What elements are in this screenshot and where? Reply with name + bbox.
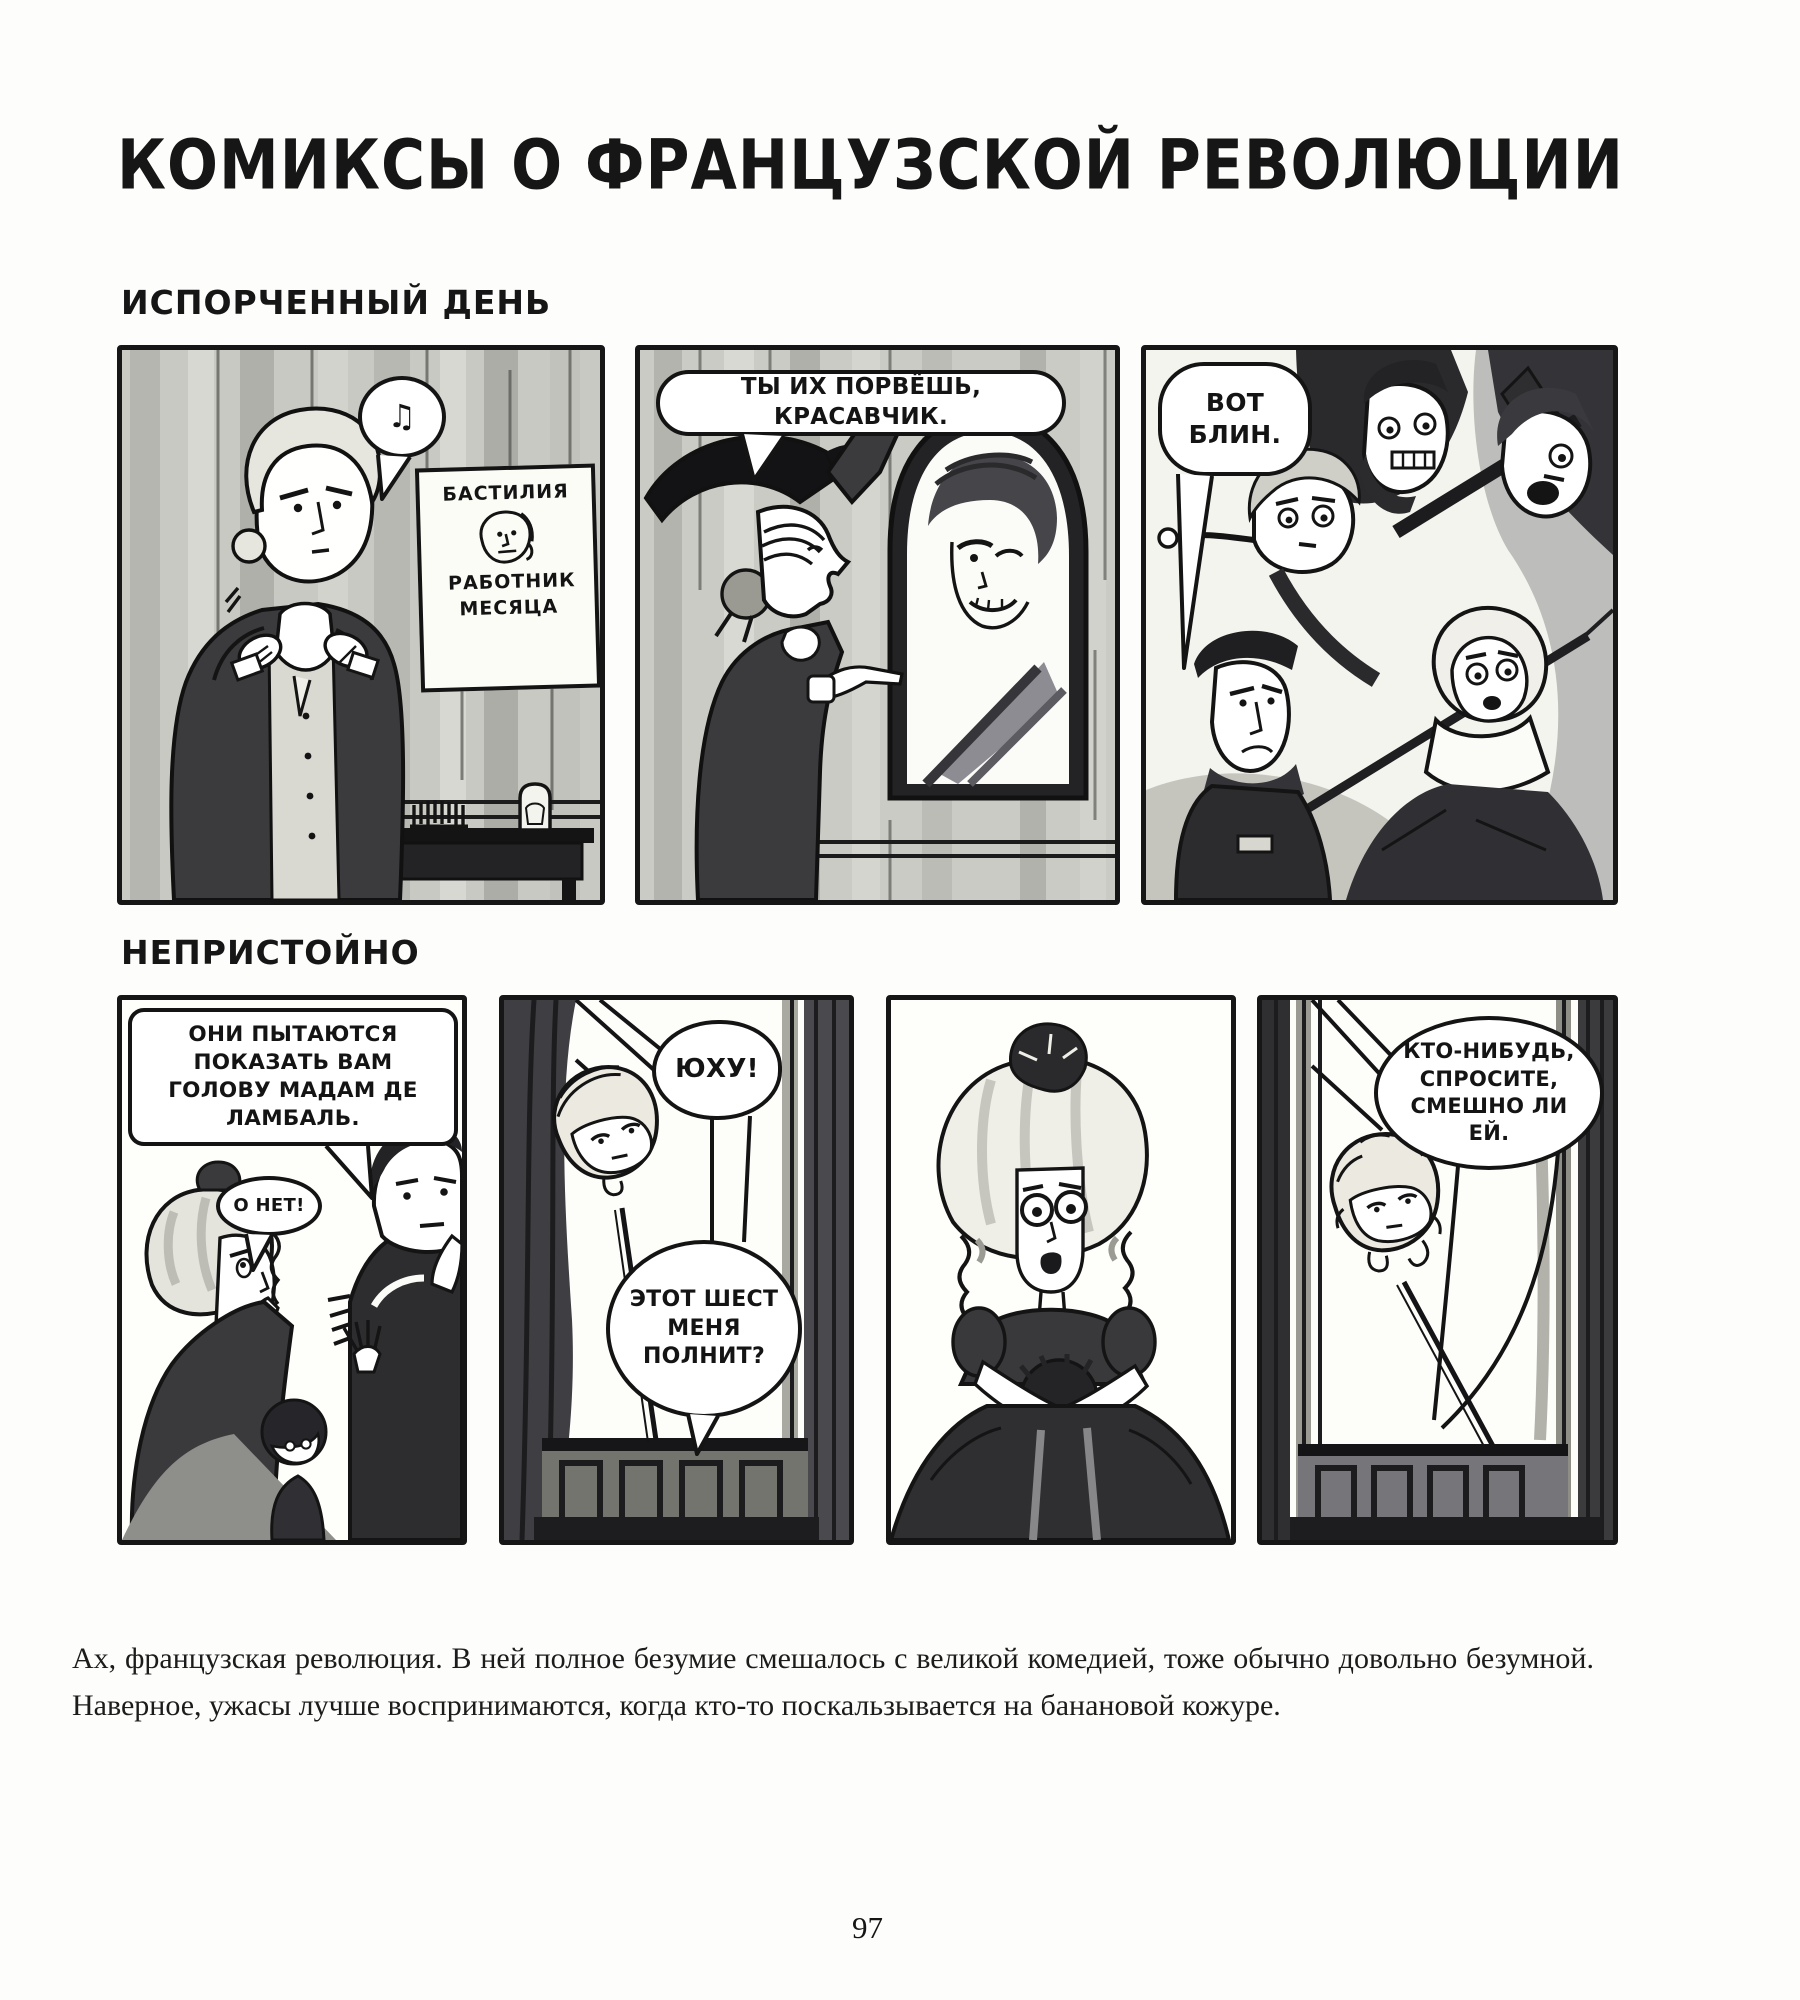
speech-bubble-tail [682,1412,724,1458]
speech-bubble-bottom: ЭТОТ ШЕСТ МЕНЯ ПОЛНИТ? [606,1240,802,1418]
bottom-commentary [72,1642,1594,1723]
strip-2-label: НЕПРИСТОЙНО [121,933,420,972]
speech-bubble: КТО-НИБУДЬ, СПРОСИТЕ, СМЕШНО ЛИ ЕЙ. [1374,1016,1604,1170]
music-bubble [358,376,446,458]
panel-row2-4 [1257,995,1618,1545]
commentary-line-1: Ах, французская революция. В ней полное безумие смешалось с великой комедией, тоже обычно довольно безумной. [72,1642,1594,1675]
speech-bubble: ВОТ БЛИН. [1158,362,1312,476]
reaction-bubble-tail [240,1232,278,1274]
music-bubble-tail [370,453,416,503]
panel-row1-3 [1141,345,1618,905]
speech-bubble-top: ЮХУ! [652,1020,782,1120]
page-number: 97 [852,1910,883,1945]
poster-title: БАСТИЛИЯ [442,480,570,506]
poster-face-doodle-icon [467,503,547,571]
music-note-icon: ♫ [387,397,417,436]
strip-1-label: ИСПОРЧЕННЫЙ ДЕНЬ [121,283,552,322]
panel-row1-2 [635,345,1120,905]
caption-bubble-tail [318,1144,380,1202]
speech-bubble-tail [1170,472,1216,672]
commentary-line-2: Наверное, ужасы лучше воспринимаются, когда кто-то поскальзывается на банановой кожуре. [72,1689,1281,1722]
speech-bubble-tail [734,432,790,484]
employee-of-month-poster [415,464,601,693]
panel-row2-1 [117,995,467,1545]
speech-bubble: ТЫ ИХ ПОРВЁШЬ, КРАСАВЧИК. [656,370,1066,436]
reaction-bubble: О НЕТ! [216,1176,322,1236]
caption-bubble: ОНИ ПЫТАЮТСЯ ПОКАЗАТЬ ВАМ ГОЛОВУ МАДАМ ДЕ ЛАМБАЛЬ. [128,1008,458,1146]
panel-row2-3 [886,995,1236,1545]
page-title: КОМИКСЫ О ФРАНЦУЗСКОЙ РЕВОЛЮЦИИ [117,126,1624,206]
panel-row2-3-artwork [891,1000,1231,1540]
poster-subtitle: РАБОТНИК МЕСЯЦА [447,569,576,621]
panel-row1-1 [117,345,605,905]
panel-row2-2 [499,995,854,1545]
